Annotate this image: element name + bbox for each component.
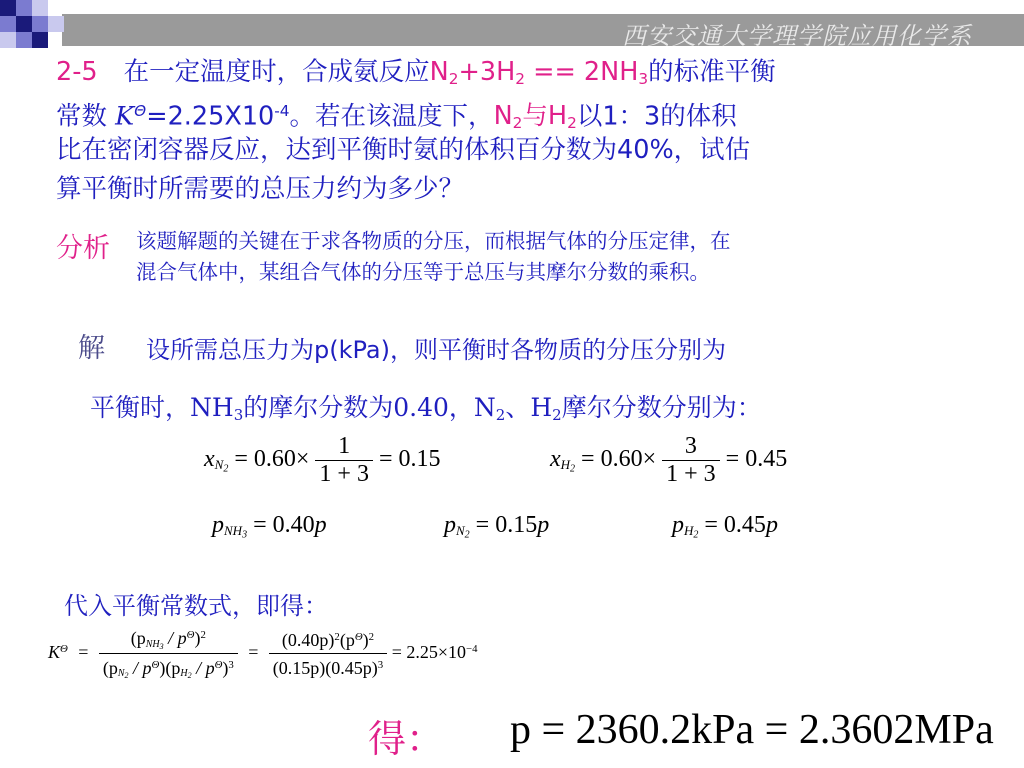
equation-x-h2: $x_{H_2} = 0.60\times$ $\frac{3}{1 + 3}$ = 0.45: [550, 433, 788, 487]
analysis-line-2: 混合气体中，某组合气体的分压等于总压与其摩尔分数的乘积。: [136, 260, 710, 284]
equation-x-n2: $x_{N_2} = 0.60\times$ $\frac{1}{1 + 3}$ = 0.15: [204, 433, 441, 487]
final-answer: p = 2360.2kPa = 2.3602MPa: [510, 707, 994, 753]
equation-p-n2: $p_{N_2} = 0.15p$: [444, 512, 550, 541]
equilibrium-constant-expression: $K^\Theta$ = $\frac{(p_{NH_3} / p^\Theta)^2}{(p_{N_2} / p^\Theta)(p_{H_2} / p^\Theta)^3}$ = $\frac{(0.40p)^2(p^\Theta)^2}{(0.15p)(0.45p)^3}$ = $2.25\times 10^{-4}$: [48, 628, 478, 680]
k-symbol: K: [115, 101, 135, 132]
header-square-decoration: [32, 16, 48, 32]
analysis-label: 分析: [56, 233, 110, 264]
header-square-decoration: [16, 16, 32, 32]
problem-text: 在一定温度时，合成氨反应: [123, 57, 430, 87]
equation-p-h2: $p_{H_2} = 0.45p$: [672, 512, 778, 541]
header-square-decoration: [0, 16, 16, 32]
header-title: 西安交通大学理学院应用化学系: [622, 22, 972, 50]
k-value: =2.25X10: [146, 101, 275, 132]
reaction-equation: $N_2+3H_2 == 2NH_3$: [429, 57, 649, 88]
substitute-text: 代入平衡常数式，即得：: [64, 592, 328, 620]
ratio-text: $N_2$与$H_2$: [493, 101, 577, 133]
problem-line-4: 算平衡时所需要的总压力约为多少？: [56, 174, 465, 204]
solution-label: 解: [78, 333, 105, 364]
problem-number: 2-5: [56, 57, 98, 87]
problem-line-2: 常数 $K^\Theta=2.25X10^{-4}$。若在该温度下，$N_2$与$H_2$以1：3的体积: [56, 101, 737, 133]
analysis-line-1: 该题解题的关键在于求各物质的分压，而根据气体的分压定律，在: [136, 229, 731, 253]
mole-fraction-statement: 平衡时，$NH_3$的摩尔分数为0.40，$N_2$、$H_2$摩尔分数分别为：: [90, 393, 762, 424]
problem-line-1: 2-5 在一定温度时，合成氨反应$N_2+3H_2 == 2NH_3$的标准平衡: [56, 57, 776, 88]
header-square-decoration: [32, 0, 48, 16]
header-square-decoration: [16, 32, 32, 48]
solution-intro: 设所需总压力为p(kPa)，则平衡时各物质的分压分别为: [146, 336, 726, 364]
header-square-decoration: [16, 0, 32, 16]
header-square-decoration: [0, 0, 16, 16]
problem-line-3: 比在密闭容器反应，达到平衡时氨的体积百分数为40%，试估: [56, 135, 751, 165]
equation-p-nh3: $p_{NH_3} = 0.40p$: [212, 512, 327, 541]
k-fraction-numeric: $\frac{(0.40p)^2(p^\Theta)^2}{(0.15p)(0.45p)^3}$: [269, 630, 387, 679]
header-square-decoration: [0, 32, 16, 48]
k-fraction-symbolic: $\frac{(p_{NH_3} / p^\Theta)^2}{(p_{N_2} / p^\Theta)(p_{H_2} / p^\Theta)^3}$: [99, 628, 238, 680]
header-square-decoration: [32, 32, 48, 48]
final-label: 得：: [368, 717, 445, 761]
header-square-decoration: [48, 16, 64, 32]
